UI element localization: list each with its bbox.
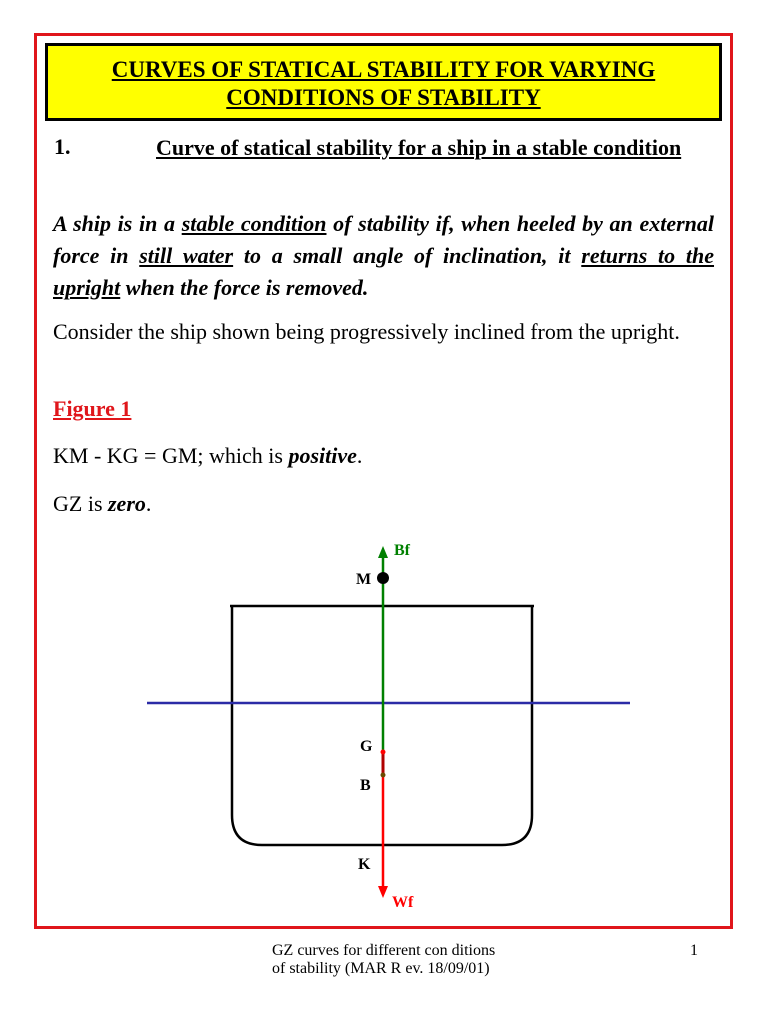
b-label: B (360, 777, 371, 794)
m-label: M (356, 571, 372, 588)
term-returns-upright: returns to the upright (53, 243, 715, 300)
bf-label: Bf (394, 542, 410, 559)
g-point (381, 750, 386, 755)
k-label: K (358, 856, 371, 873)
metacentre-point (377, 572, 389, 584)
figure-label: Figure 1 (53, 396, 132, 421)
gm-positive: positive (288, 443, 357, 468)
wf-label: Wf (392, 894, 414, 911)
weight-arrowhead (378, 886, 388, 898)
section-number: 1. (54, 134, 71, 159)
gz-statement: GZ is zero. (53, 491, 152, 516)
title-line-2: CONDITIONS OF STABILITY (226, 85, 541, 110)
section-title: Curve of statical stability for a ship in a stable condition (156, 135, 682, 160)
body-paragraph: Consider the ship shown being progressively inclined from the upright. (53, 319, 680, 344)
stable-condition-definition: A ship is in a stable condition of stability if, when heeled by an external force in still water to a small angle of inclination, it returns to the upright when the force is removed. (53, 211, 715, 300)
gz-zero: zero (108, 491, 146, 516)
b-point (381, 773, 386, 778)
page-number: 1 (690, 942, 698, 959)
buoyancy-arrowhead (378, 546, 388, 558)
gm-equation: KM - KG = GM; which is positive. (53, 443, 363, 468)
title-line-1: CURVES OF STATICAL STABILITY FOR VARYING (111, 57, 656, 82)
term-still-water: still water (139, 243, 234, 268)
footer-text: GZ curves for different con ditions of stability (MAR R ev. 18/09/01) (272, 942, 496, 977)
term-stable-condition: stable condition (181, 211, 327, 236)
g-label: G (360, 738, 373, 755)
